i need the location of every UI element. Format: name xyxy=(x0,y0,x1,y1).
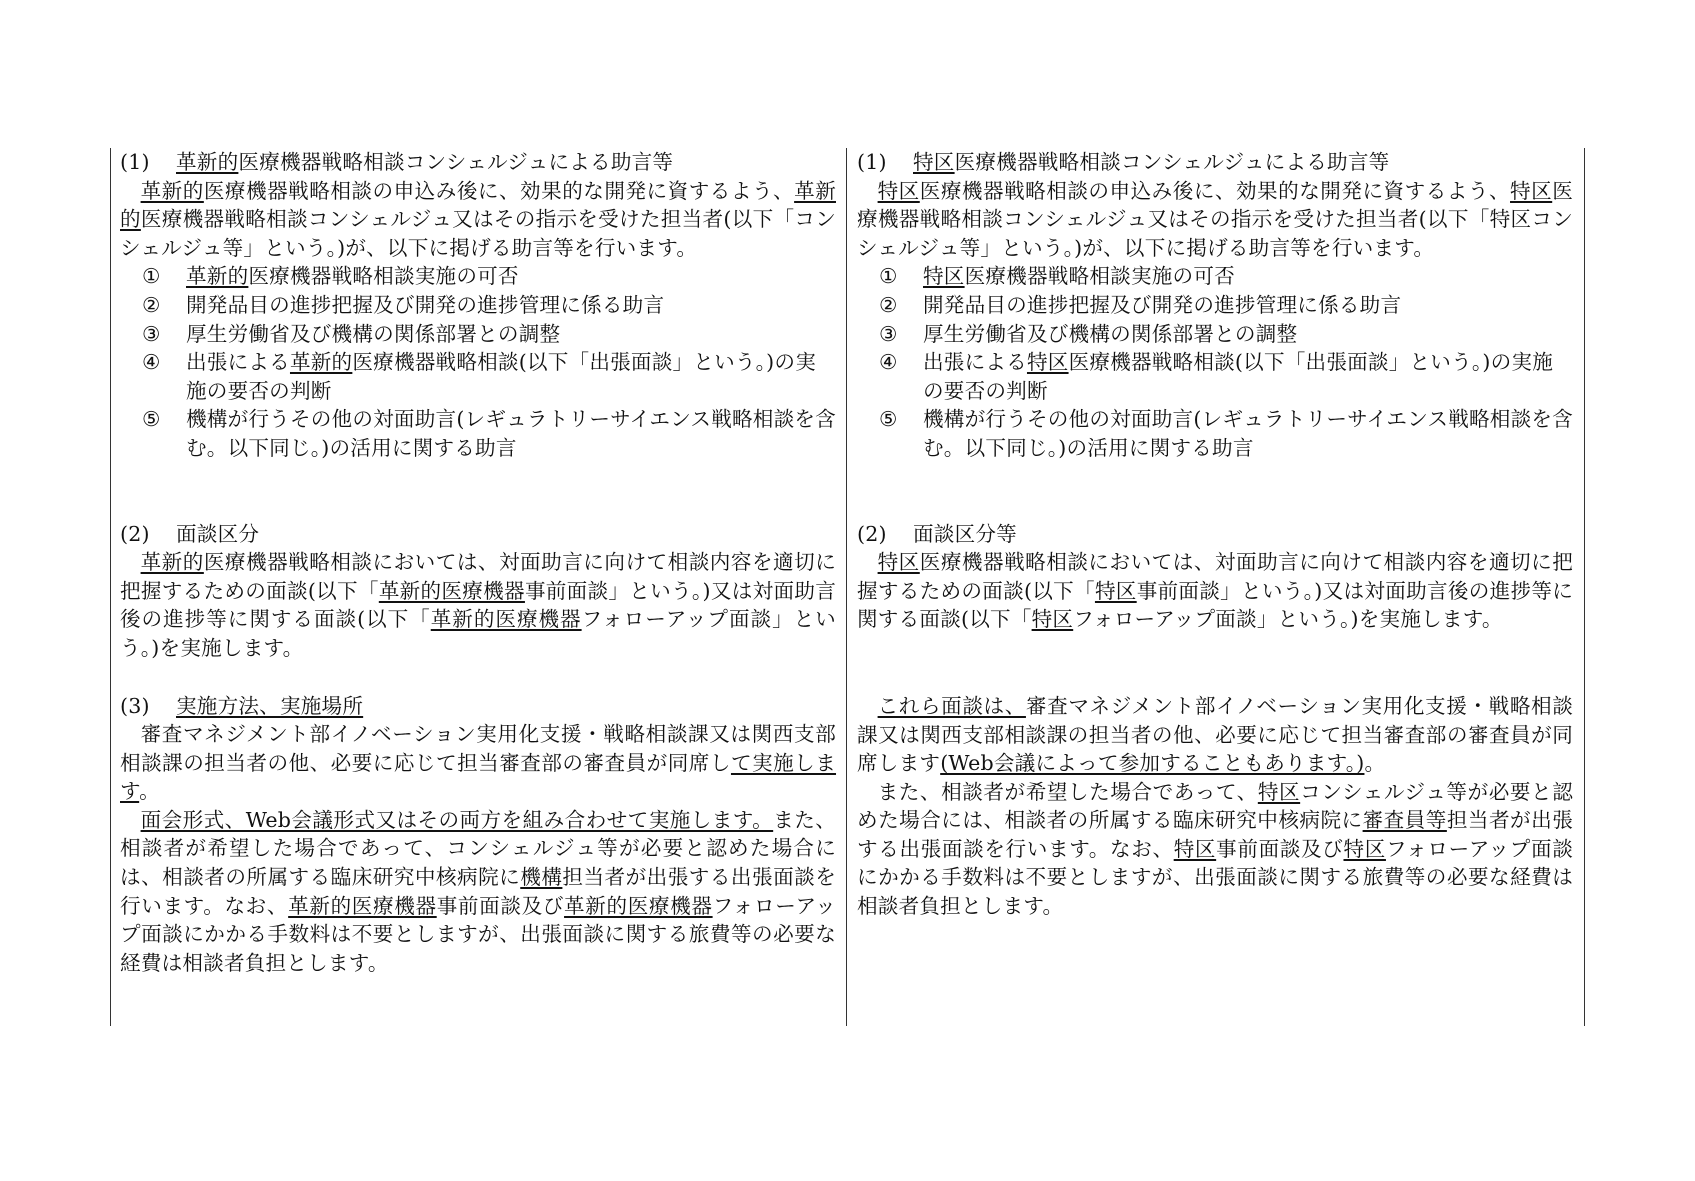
text-segment: 医療機器戦略相談においては、対面助言に向けて相談内容を適切に把握するための面談(以下「 xyxy=(857,550,1573,603)
right-section-1-heading xyxy=(857,148,1573,177)
list-item-text xyxy=(186,405,836,462)
text-segment: 事前面談」という。)又は対面助言後の進捗等に関する面談(以下「 xyxy=(857,578,1573,632)
list-item xyxy=(120,348,836,405)
underlined-text: 革新的 xyxy=(140,550,204,575)
text-segment: 開発品目の進捗把握及び開発の進捗管理に係る助言 xyxy=(923,292,1402,317)
underlined-text: 特区 xyxy=(1026,350,1069,375)
underlined-text: て実施します xyxy=(120,750,837,804)
list-item xyxy=(857,348,1573,405)
left-section-2-number: (2) xyxy=(120,521,150,546)
text-segment: フォローアップ面談にかかる手数料は不要としますが、出張面談に関する旅費等の必要な経費は相談者負担とします。 xyxy=(857,836,1574,919)
text-segment: 実施方法、実施場所 xyxy=(176,693,364,718)
underlined-text: これら面談は、 xyxy=(877,693,1026,718)
list-item-text xyxy=(923,291,1573,320)
text-segment: 面談区分等 xyxy=(913,521,1017,546)
left-section-3-title xyxy=(176,694,363,718)
list-item-text xyxy=(923,262,1573,291)
text-segment: 医療機器戦略相談コンシェルジュ又はその指示を受けた担当者(以下「特区コンシェルジュ等」という。)が、以下に掲げる助言等を行います。 xyxy=(857,178,1573,260)
list-item-text xyxy=(923,405,1573,462)
center-divider-line xyxy=(846,148,847,1026)
text-segment: 出張による xyxy=(186,350,290,375)
underlined-text: (Web会議によって参加することもあります。) xyxy=(940,751,1365,776)
underlined-text: 革新的 xyxy=(140,178,204,203)
underlined-text: 革新的 xyxy=(186,264,249,289)
left-section-1-heading xyxy=(120,148,836,177)
text-segment: 厚生労働省及び機構の関係部署との調整 xyxy=(923,321,1298,346)
text-segment: 医療機器戦略相談(以下「出張面談」という。)の実施の要否の判断 xyxy=(923,350,1553,403)
list-item xyxy=(857,262,1573,291)
left-column xyxy=(120,148,836,977)
list-item-text xyxy=(186,348,836,405)
right-border-line xyxy=(1584,148,1585,1026)
list-item xyxy=(120,262,836,291)
underlined-text: 特区 xyxy=(1173,836,1217,861)
left-section-1-paragraph xyxy=(120,177,836,263)
text-segment: 医療機器戦略相談においては、対面助言に向けて相談内容を適切に把握するための面談(以下「 xyxy=(120,550,836,603)
list-item-marker: ① xyxy=(142,264,161,289)
right-section-1-paragraph xyxy=(857,177,1573,263)
left-section-1-title xyxy=(176,150,673,174)
text-segment: フォローアップ面談」という。)を実施します。 xyxy=(120,607,836,660)
underlined-text: 特区 xyxy=(1343,836,1386,861)
text-segment: 厚生労働省及び機構の関係部署との調整 xyxy=(186,321,561,346)
right-section-1-list xyxy=(857,262,1573,462)
list-item-marker: ③ xyxy=(879,321,898,346)
list-item xyxy=(857,405,1573,462)
underlined-text: 革新的医療機器 xyxy=(288,893,437,918)
left-section-1-number: (1) xyxy=(120,150,150,174)
text-segment: 医療機器戦略相談(以下「出張面談」という。)の実施の要否の判断 xyxy=(186,350,816,403)
list-item-marker: ③ xyxy=(142,321,161,346)
text-segment: 医療機器戦略相談コンシェルジュによる助言等 xyxy=(954,150,1390,174)
text-segment: 事前面談及び xyxy=(436,893,565,918)
list-item xyxy=(120,320,836,349)
left-section-3-paragraph-2 xyxy=(120,806,836,978)
list-item-marker: ⑤ xyxy=(142,407,161,432)
left-section-3-paragraph-1 xyxy=(120,720,836,806)
text-segment: 機構が行うその他の対面助言(レギュラトリーサイエンス戦略相談を含む。以下同じ。)の活用に関する助言 xyxy=(186,407,836,460)
underlined-text: 特区 xyxy=(1031,607,1074,632)
text-segment: 開発品目の進捗把握及び開発の進捗管理に係る助言 xyxy=(186,292,665,317)
text-segment: 医療機器戦略相談実施の可否 xyxy=(248,264,519,289)
text-segment: また、相談者が希望した場合であって、 xyxy=(877,779,1258,804)
text-segment: 機構が行うその他の対面助言(レギュラトリーサイエンス戦略相談を含む。以下同じ。)の活用に関する助言 xyxy=(923,407,1573,460)
text-segment: 医療機器戦略相談コンシェルジュ又はその指示を受けた担当者(以下「コンシェルジュ等」という。)が、以下に掲げる助言等を行います。 xyxy=(120,207,836,260)
list-item-marker: ④ xyxy=(879,350,898,375)
underlined-text: 特区 xyxy=(1257,779,1301,804)
left-section-1-list xyxy=(120,262,836,462)
underlined-text: 特区 xyxy=(913,150,955,174)
underlined-text: 特区 xyxy=(1510,178,1553,203)
list-item xyxy=(120,291,836,320)
right-section-3-paragraph-1 xyxy=(857,692,1573,778)
list-item-marker: ② xyxy=(142,292,161,317)
left-section-2-heading xyxy=(120,520,836,549)
text-segment: フォローアップ面談にかかる手数料は不要としますが、出張面談に関する旅費等の必要な経費は相談者負担とします。 xyxy=(120,893,837,975)
right-section-2-number: (2) xyxy=(857,521,887,546)
list-item-marker: ④ xyxy=(142,350,161,375)
left-section-2-title xyxy=(176,522,259,546)
text-segment: 審査マネジメント部イノベーション実用化支援・戦略相談課又は関西支部相談課の担当者の他、必要に応じて担当審査部の審査員が同席します xyxy=(857,693,1573,776)
right-section-1-title xyxy=(913,150,1389,174)
text-segment: 出張による xyxy=(923,350,1027,375)
list-item-text xyxy=(923,320,1573,349)
text-segment: 面談区分 xyxy=(176,521,260,546)
text-segment: また、相談者が希望した場合であって、コンシェルジュ等が必要と認めた場合には、相談者の所属する臨床研究中核病院に xyxy=(120,807,837,890)
right-column xyxy=(857,148,1573,921)
list-item-marker: ① xyxy=(879,264,898,289)
underlined-text: 革新的 xyxy=(176,150,239,174)
text-segment: 審査マネジメント部イノベーション実用化支援・戦略相談課又は関西支部相談課の担当者の他、必要に応じて担当審査部の審査員が同席し xyxy=(120,722,836,775)
underlined-text: 特区 xyxy=(877,550,920,575)
text-segment: 。 xyxy=(1364,751,1386,776)
underlined-text: 特区 xyxy=(877,178,920,203)
list-item-text xyxy=(186,291,836,320)
text-segment: 医療機器戦略相談コンシェルジュによる助言等 xyxy=(238,150,674,174)
underlined-text: 革新的医療機器 xyxy=(430,607,582,632)
right-section-1-number: (1) xyxy=(857,150,887,174)
text-segment: フォローアップ面談」という。)を実施します。 xyxy=(1073,607,1503,632)
list-item-marker: ⑤ xyxy=(879,407,898,432)
list-item-text xyxy=(923,348,1573,405)
list-item-text xyxy=(186,320,836,349)
underlined-text: 特区 xyxy=(1094,578,1137,603)
left-section-2-paragraph xyxy=(120,548,836,662)
text-segment: 医療機器戦略相談実施の可否 xyxy=(964,264,1235,289)
left-section-3-heading xyxy=(120,692,836,721)
underlined-text: 革新的 xyxy=(289,350,353,375)
underlined-text: 革新的 xyxy=(120,178,836,232)
list-item-text xyxy=(186,262,836,291)
underlined-text: 面会形式、Web会議形式又はその両方を組み合わせて実施します。 xyxy=(140,807,774,832)
text-segment: 事前面談」という。)又は対面助言後の進捗等に関する面談(以下「 xyxy=(120,578,836,632)
right-section-2-heading xyxy=(857,520,1573,549)
list-item xyxy=(857,320,1573,349)
list-item-marker: ② xyxy=(879,292,898,317)
right-section-2-title xyxy=(913,522,1017,546)
text-segment: 。 xyxy=(139,779,160,804)
text-segment: 担当者が出張する出張面談を行います。なお、 xyxy=(120,865,836,918)
underlined-text: 特区 xyxy=(923,264,965,289)
underlined-text: 機構 xyxy=(520,865,563,890)
left-section-3-number: (3) xyxy=(120,693,150,718)
right-section-3-paragraph-2 xyxy=(857,778,1573,921)
list-item xyxy=(857,291,1573,320)
left-border-line xyxy=(110,148,111,1026)
text-segment: 医療機器戦略相談の申込み後に、効果的な開発に資するよう、 xyxy=(919,178,1511,203)
underlined-text: 革新的医療機器 xyxy=(378,578,525,603)
right-section-2-paragraph xyxy=(857,548,1573,634)
underlined-text: 審査員等 xyxy=(1362,808,1447,833)
text-segment: 医療機器戦略相談の申込み後に、効果的な開発に資するよう、 xyxy=(203,178,795,203)
text-segment: 担当者が出張する出張面談を行います。なお、 xyxy=(857,808,1573,861)
text-segment: 事前面談及び xyxy=(1216,836,1344,861)
underlined-text: 革新的医療機器 xyxy=(564,893,713,918)
text-segment: コンシェルジュ等が必要と認めた場合には、相談者の所属する臨床研究中核病院に xyxy=(857,779,1573,833)
list-item xyxy=(120,405,836,462)
